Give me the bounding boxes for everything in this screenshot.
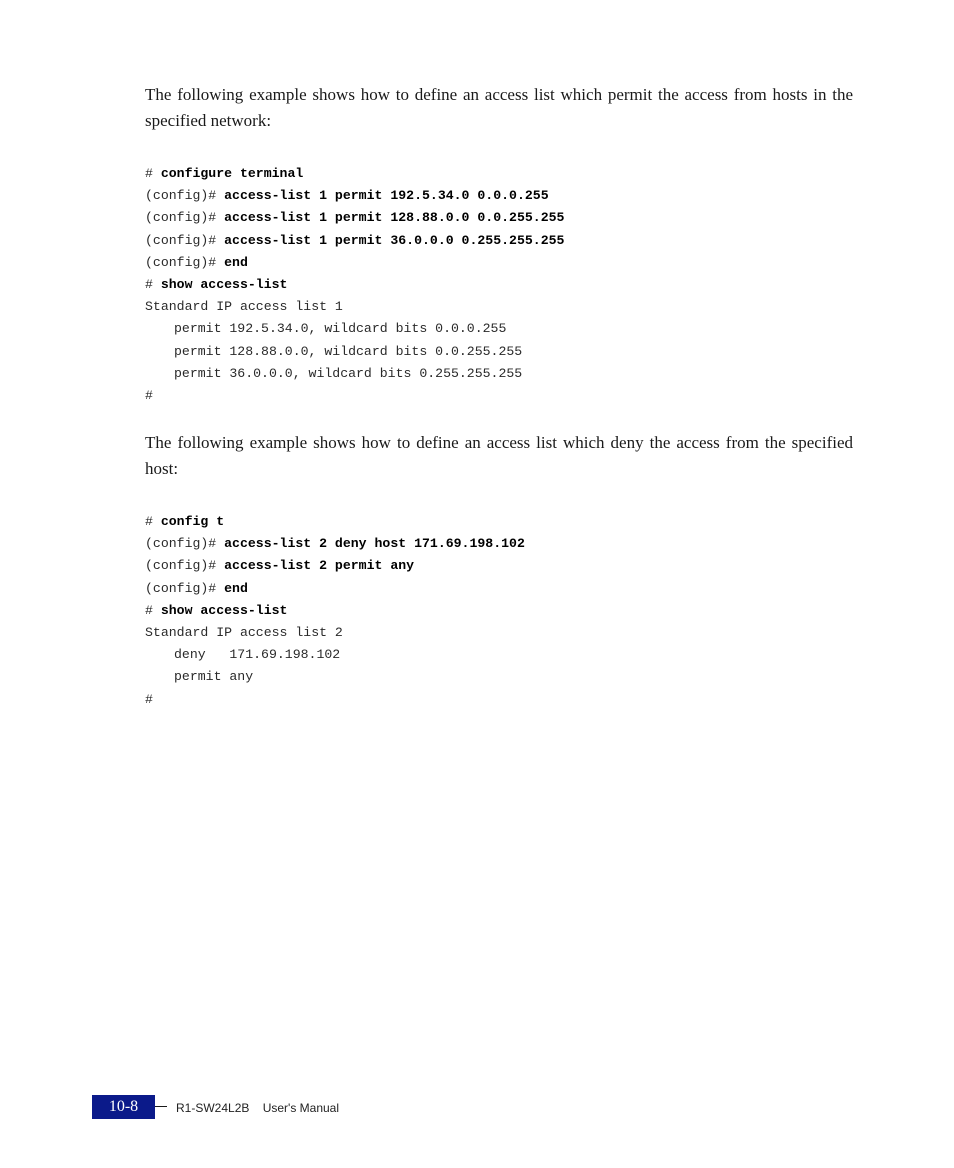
code-line (145, 274, 564, 296)
code-line (145, 600, 525, 622)
page-number-badge: 10-8 (92, 1095, 155, 1119)
code-command: config t (160, 514, 225, 529)
code-prompt: (config)# (145, 580, 225, 596)
intro-paragraph-deny: The following example shows how to define an access list which deny the access from the specified host: (145, 433, 853, 478)
code-output: deny 171.69.198.102 (174, 647, 341, 663)
code-output: # (145, 691, 153, 707)
code-line (145, 578, 525, 600)
footer-divider (155, 1106, 167, 1107)
code-line (145, 252, 564, 274)
code-prompt: (config)# (145, 232, 225, 248)
code-prompt: (config)# (145, 536, 225, 552)
code-line (145, 207, 564, 229)
code-line (145, 230, 564, 252)
code-prompt: (config)# (145, 188, 225, 204)
code-command: configure terminal (160, 166, 304, 181)
code-command: access-list 2 permit any (224, 558, 415, 574)
code-output: Standard IP access list 2 (145, 624, 343, 640)
code-line (145, 555, 525, 577)
code-prompt: # (145, 166, 161, 181)
page-footer (92, 1095, 492, 1119)
code-command: end (224, 254, 248, 270)
code-prompt: # (145, 276, 161, 292)
code-command: show access-list (160, 602, 288, 618)
code-command: show access-list (160, 276, 288, 292)
code-prompt: # (145, 602, 161, 618)
code-command: end (224, 580, 248, 596)
code-line (145, 511, 525, 533)
code-prompt: (config)# (145, 558, 225, 574)
code-command: access-list 1 permit 192.5.34.0 0.0.0.255 (224, 188, 549, 204)
manual-title: R1-SW24L2B User's Manual (176, 1101, 340, 1115)
code-prompt: # (145, 514, 161, 529)
code-command: access-list 1 permit 36.0.0.0 0.255.255.255 (224, 232, 565, 248)
code-block-permit (145, 163, 564, 407)
code-prompt: (config)# (145, 210, 225, 226)
code-line (145, 185, 564, 207)
code-block-deny (145, 511, 525, 711)
code-command: access-list 2 deny host 171.69.198.102 (224, 536, 525, 552)
intro-paragraph-permit: The following example shows how to define an access list which permit the access from hosts in the specified network: (145, 85, 853, 130)
code-output: permit 128.88.0.0, wildcard bits 0.0.255.255 (174, 343, 523, 359)
code-command: access-list 1 permit 128.88.0.0 0.0.255.255 (224, 210, 565, 226)
code-output: permit 36.0.0.0, wildcard bits 0.255.255.255 (174, 365, 523, 381)
code-output: permit 192.5.34.0, wildcard bits 0.0.0.255 (174, 321, 507, 337)
code-output: # (145, 387, 153, 403)
code-line (145, 533, 525, 555)
code-line (145, 163, 564, 185)
code-output: Standard IP access list 1 (145, 299, 343, 315)
code-prompt: (config)# (145, 254, 225, 270)
code-output: permit any (174, 669, 254, 685)
